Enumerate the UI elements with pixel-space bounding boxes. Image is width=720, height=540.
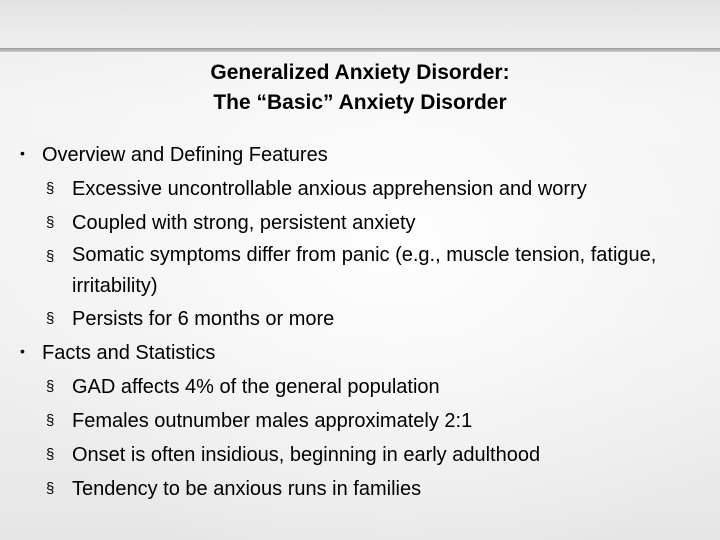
list-item: [20, 206, 710, 240]
bullet-list: [20, 138, 710, 506]
list-item: [20, 240, 710, 302]
section-sign-bullet-icon: §: [46, 310, 55, 327]
section-sign-bullet-icon: §: [46, 480, 55, 497]
list-item-text: Onset is often insidious, beginning in early adulthood: [72, 444, 541, 466]
list-item: [20, 172, 710, 206]
list-item-text: Coupled with strong, persistent anxiety: [72, 212, 416, 234]
list-item: [20, 370, 710, 404]
title-line-2: The “Basic” Anxiety Disorder: [213, 91, 507, 114]
section-sign-bullet-icon: §: [46, 180, 55, 197]
list-item-text: Females outnumber males approximately 2:1: [72, 410, 473, 432]
list-item-text: Somatic symptoms differ from panic (e.g., muscle tension, fatigue, irritability): [72, 244, 657, 297]
list-item: [20, 404, 710, 438]
slide-title: [0, 58, 720, 118]
section-heading-label: Overview and Defining Features: [42, 144, 328, 166]
list-item-text: GAD affects 4% of the general population: [72, 376, 440, 398]
list-item-text: Tendency to be anxious runs in families: [72, 478, 422, 500]
section-heading-facts: [20, 336, 710, 370]
list-item: [20, 472, 710, 506]
section-sign-bullet-icon: §: [46, 214, 55, 231]
header-band: [0, 0, 720, 50]
section-heading-label: Facts and Statistics: [42, 342, 216, 364]
section-heading-overview: [20, 138, 710, 172]
list-item: [20, 302, 710, 336]
section-sign-bullet-icon: §: [46, 248, 55, 265]
section-sign-bullet-icon: §: [46, 378, 55, 395]
bullet-dot-icon: •: [20, 145, 25, 161]
section-sign-bullet-icon: §: [46, 412, 55, 429]
section-sign-bullet-icon: §: [46, 446, 55, 463]
list-item-text: Persists for 6 months or more: [72, 308, 335, 330]
bullet-dot-icon: •: [20, 343, 25, 359]
list-item-text: Excessive uncontrollable anxious apprehension and worry: [72, 178, 587, 200]
header-divider: [0, 48, 720, 52]
list-item: [20, 438, 710, 472]
title-line-1: Generalized Anxiety Disorder:: [210, 61, 510, 84]
